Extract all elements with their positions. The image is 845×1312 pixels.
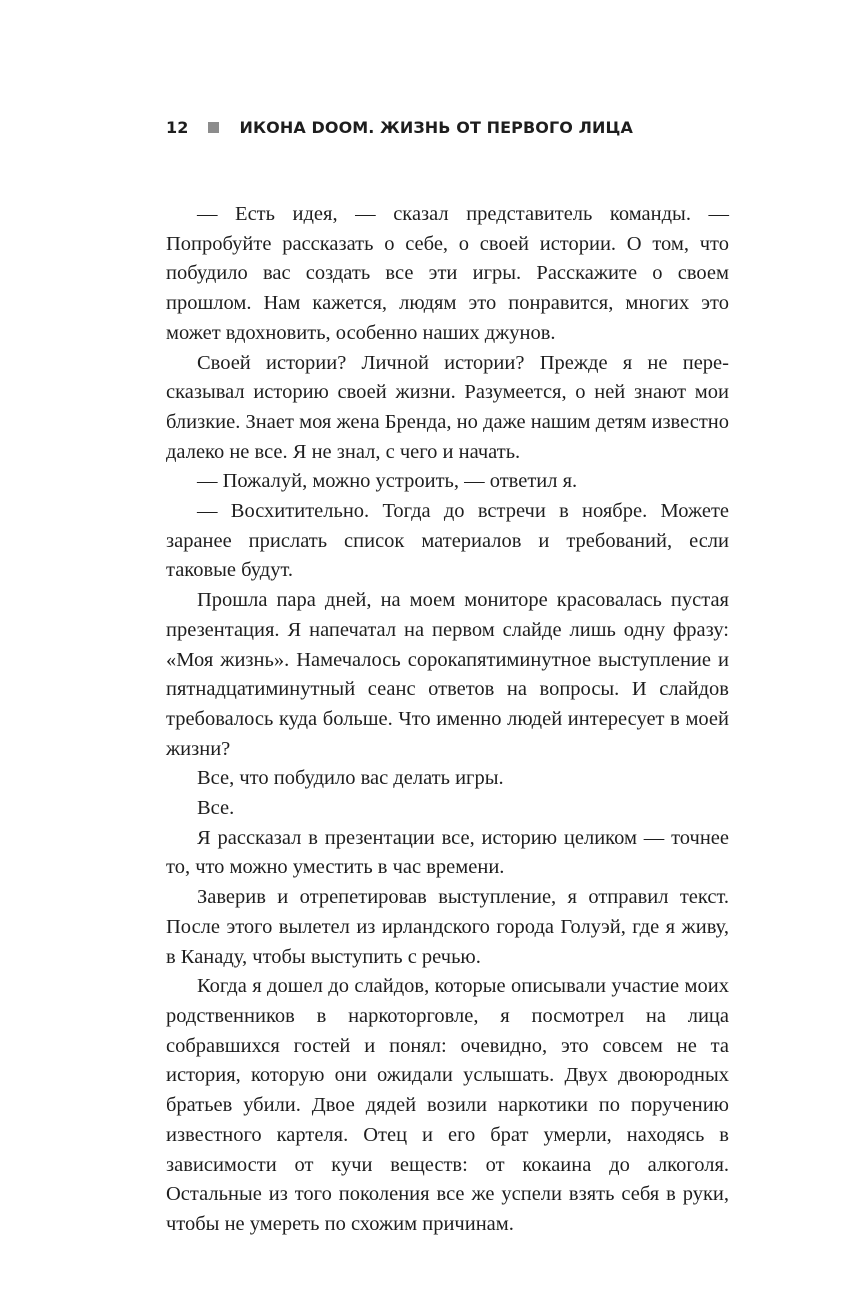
paragraph: Заверив и отрепетировав выступление, я отправил текст. После этого вылетел из ирландского города Голуэй, где я живу, в Канаду, чтобы выступить с речью. [166,886,729,968]
paragraph: Прошла пара дней, на моем мониторе красовалась пустая презентация. Я напечатал на первом слайде лишь одну фразу: «Моя жизнь». Намечалось сорокапятиминутное выступление и пятнадцатиминутный сеанс ответов на вопросы. И слайдов требовалось куда больше. Что именно людей интересует в моей жизни? [166,589,729,760]
page-number: 12 [166,118,189,137]
paragraph: — Восхитительно. Тогда до встречи в ноябре. Можете заранее прислать список материалов и требований, если таковые будут. [166,500,729,582]
book-title: ИКОНА DOOM. ЖИЗНЬ ОТ ПЕРВОГО ЛИЦА [239,118,633,137]
body-text [166,200,729,1240]
square-separator-icon [208,122,219,133]
paragraph: Все, что побудило вас делать игры. [197,767,504,790]
paragraph: Я рассказал в презентации все, историю целиком — точнее то, что можно уместить в час времени. [166,826,729,879]
paragraph: — Пожалуй, можно устроить, — ответил я. [197,470,578,493]
paragraph: — Есть идея, — сказал представитель команды. — Попробуйте рассказать о себе, о своей истории. О том, что побудило вас создать все эти игры. Расскажите о своем прошлом. Нам кажется, людям это понравится, многих это может вдохновить, особенно наших джунов. [166,203,729,344]
paragraph: Своей истории? Личной истории? Прежде я не пересказывал историю своей жизни. Разумеется, о ней знают мои близкие. Знает моя жена Бренда, но даже нашим детям известно далеко не все. Я не знал, с чего и начать. [166,351,729,463]
paragraph: Когда я дошел до слайдов, которые описывали участие моих родственников в наркоторговле, я посмотрел на лица собравшихся гостей и понял: очевидно, это совсем не та история, которую они ожидали услышать. Двух двоюродных братьев убили. Двое дядей возили наркотики по поручению известного картеля. Отец и его брат умерли, находясь в зависимости от кучи веществ: от кокаина до алкоголя. Остальные из того поколения все же успели взять себя в руки, чтобы не умереть по схожим причинам. [166,975,729,1235]
running-head [166,118,633,137]
paragraph: Все. [197,797,235,820]
